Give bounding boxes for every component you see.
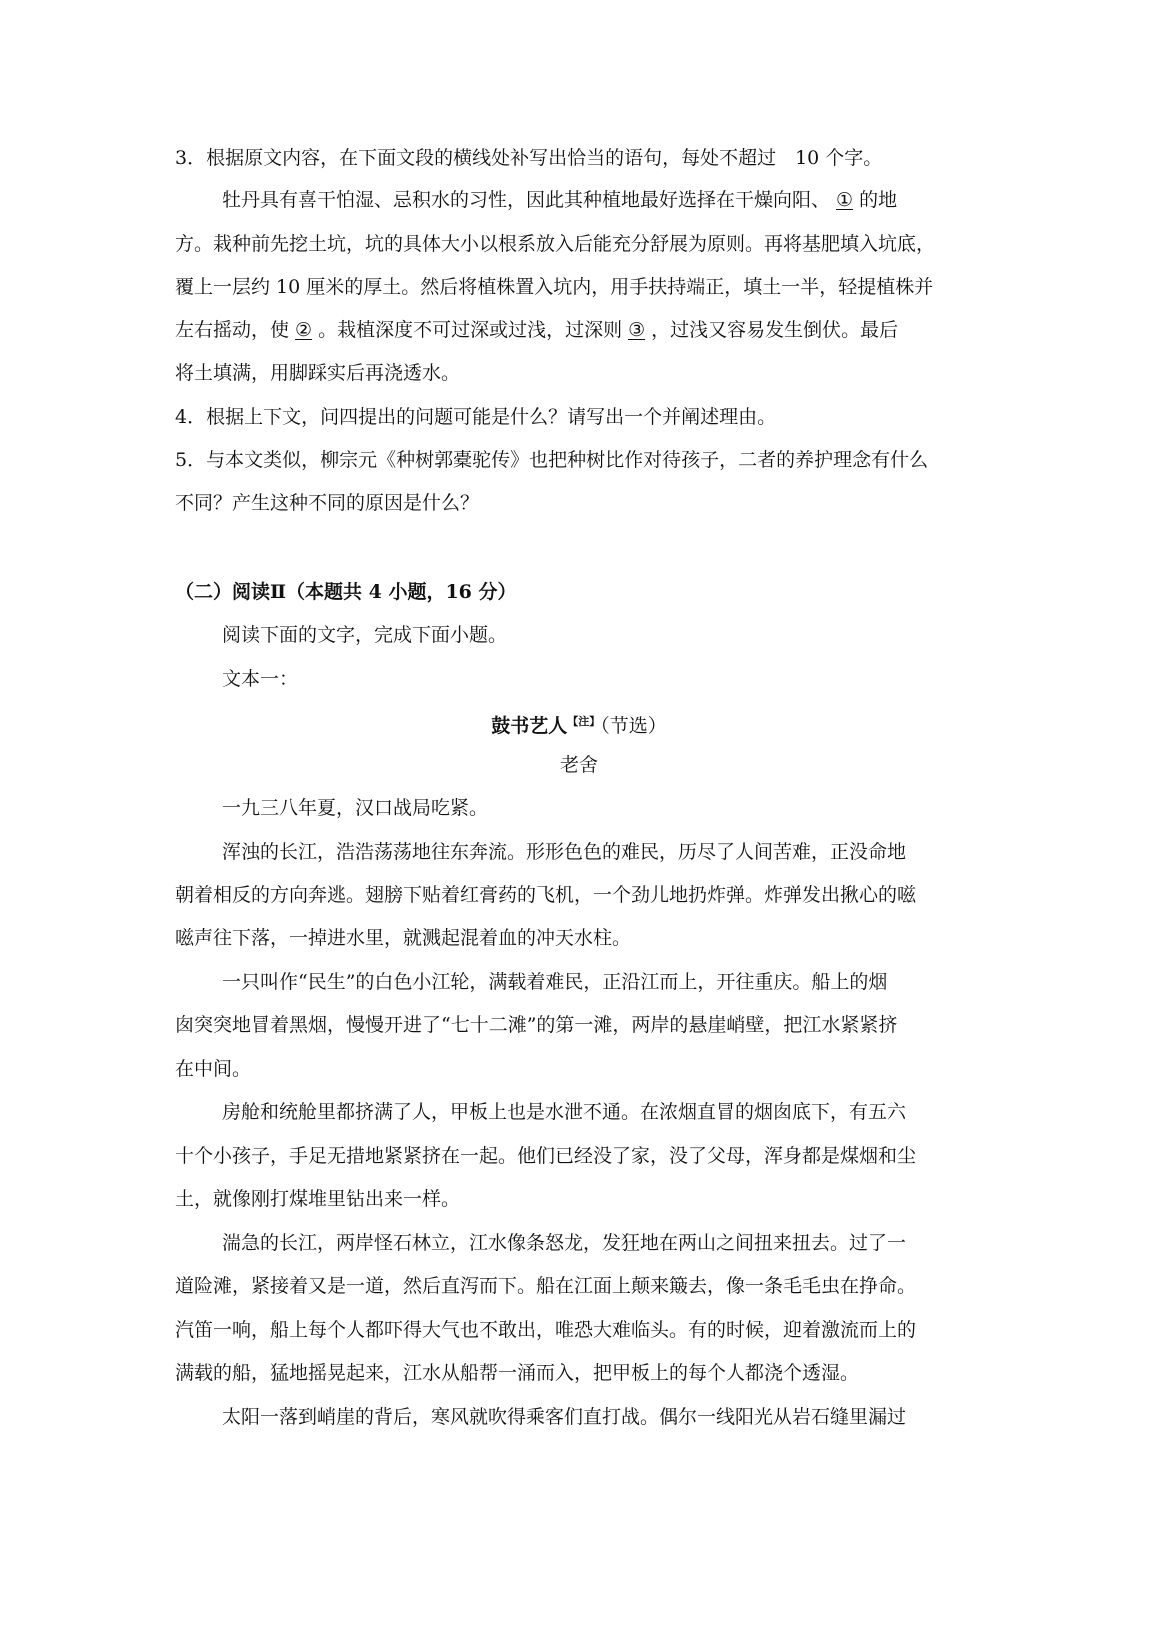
article-line: 朝着相反的方向奔逃。翅膀下贴着红膏药的飞机，一个劲儿地扔炸弹。炸弹发出揪心的嗞 [175, 884, 917, 906]
section-heading: （二）阅读Ⅱ（本题共 4 小题，16 分） [175, 581, 517, 603]
article-line: 太阳一落到峭崖的背后，寒风就吹得乘客们直打战。偶尔一线阳光从岩石缝里漏过 [222, 1406, 907, 1428]
title-footnote-mark: 【注】 [567, 715, 601, 728]
question-4: 4．根据上下文，问四提出的问题可能是什么？请写出一个并阐述理由。 [175, 406, 777, 428]
article-line: 十个小孩子，手足无措地紧紧挤在一起。他们已经没了家，没了父母，浑身都是煤烟和尘 [175, 1145, 917, 1167]
article-line: 嗞声往下落，一掉进水里，就溅起混着血的冲天水柱。 [175, 927, 632, 949]
article-title-text: 鼓书艺人 [491, 715, 568, 737]
article-line: 一九三八年夏，汉口战局吃紧。 [222, 797, 489, 819]
article-line: 湍急的长江，两岸怪石林立，江水像条怒龙，发狂地在两山之间扭来扭去。过了一 [222, 1232, 907, 1254]
question-3-passage-line [175, 318, 975, 342]
article-line: 一只叫作“民生”的白色小江轮，满载着难民，正沿江而上，开往重庆。船上的烟 [222, 971, 888, 993]
article-line: 在中间。 [175, 1058, 252, 1080]
article-line: 浑浊的长江，浩浩荡荡地往东奔流。形形色色的难民，历尽了人间苦难，正没命地 [222, 841, 907, 863]
passage-text: 牡丹具有喜干怕湿、忌积水的习性，因此其种植地最好选择在干燥向阳、 [222, 189, 831, 211]
section-instruction: 阅读下面的文字，完成下面小题。 [222, 624, 508, 646]
article-line: 汽笛一响，船上每个人都吓得大气也不敢出，唯恐大难临头。有的时候，迎着激流而上的 [175, 1319, 917, 1341]
article-line: 囱突突地冒着黑烟，慢慢开进了“七十二滩”的第一滩，两岸的悬崖峭壁，把江水紧紧挤 [175, 1014, 898, 1036]
title-suffix: （节选） [600, 715, 667, 737]
article-line: 满载的船，猛地摇晃起来，江水从船帮一涌而入，把甲板上的每个人都浇个透湿。 [175, 1362, 860, 1384]
article-line: 道险滩，紧接着又是一道，然后直泻而下。船在江面上颠来簸去，像一条毛毛虫在挣命。 [175, 1275, 917, 1297]
question-5: 5．与本文类似，柳宗元《种树郭橐驼传》也把种树比作对待孩子，二者的养护理念有什么 [175, 449, 929, 471]
text-label: 文本一： [222, 668, 299, 690]
fill-blank-3: ③ [628, 319, 646, 341]
question-3-passage-line: 方。栽种前先挖土坑，坑的具体大小以根系放入后能充分舒展为原则。再将基肥填入坑底， [175, 233, 936, 255]
article-author: 老舍 [559, 754, 598, 776]
article-line: 土，就像刚打煤堆里钻出来一样。 [175, 1188, 461, 1210]
passage-text: ，过浅又容易发生倒伏。最后 [651, 319, 899, 341]
question-3-passage-line: 将土填满，用脚踩实后再浇透水。 [175, 362, 461, 384]
article-line: 房舱和统舱里都挤满了人，甲板上也是水泄不通。在浓烟直冒的烟囱底下，有五六 [222, 1101, 907, 1123]
question-5: 不同？产生这种不同的原因是什么？ [175, 492, 480, 514]
passage-text: 的地 [859, 189, 898, 211]
fill-blank-2: ② [295, 319, 313, 341]
question-3-passage-line [222, 188, 1022, 212]
passage-text: 左右摇动，使 [175, 319, 290, 341]
article-title [0, 710, 1158, 738]
passage-text: 。栽植深度不可过深或过浅，过深则 [318, 319, 623, 341]
fill-blank-1: ① [836, 189, 854, 211]
question-3-prompt: 3．根据原文内容，在下面文段的横线处补写出恰当的语句，每处不超过 10 个字。 [175, 147, 883, 169]
question-3-passage-line: 覆上一层约 10 厘米的厚土。然后将植株置入坑内，用手扶持端正，填土一半，轻提植株并 [175, 276, 934, 298]
